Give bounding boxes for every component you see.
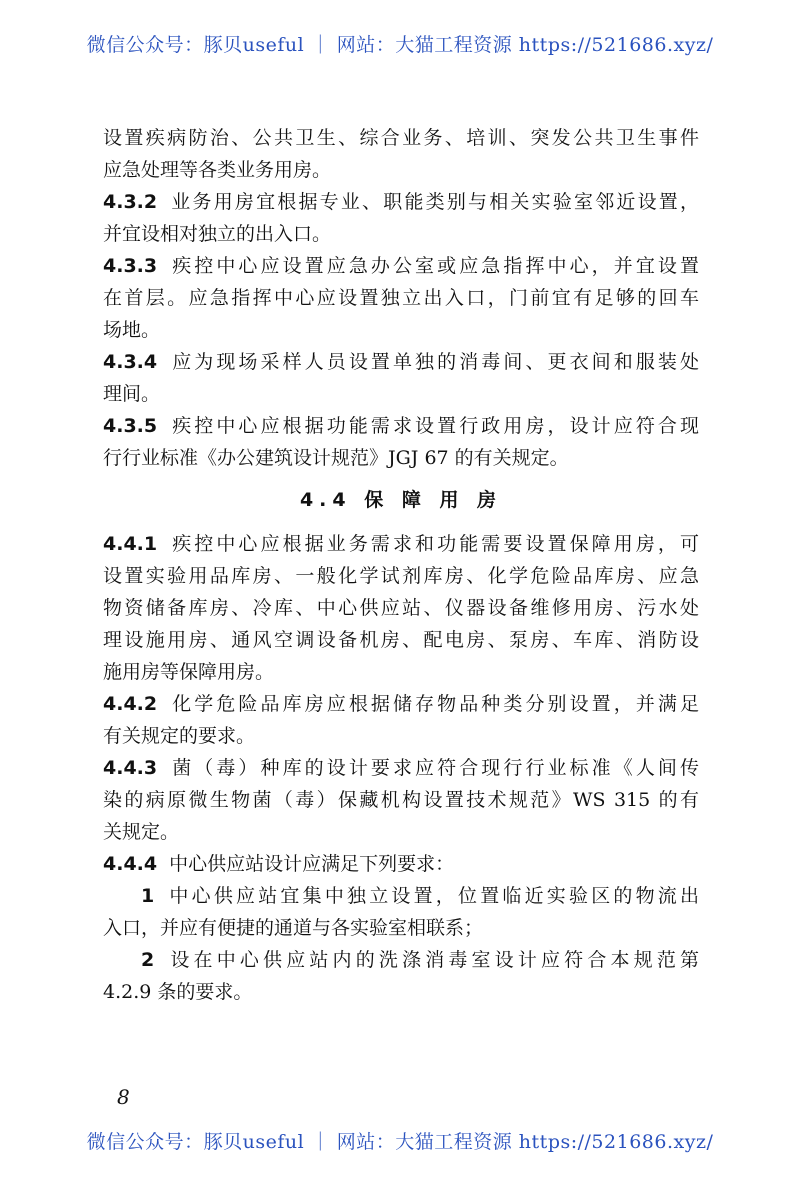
text-line: 并宜设相对独立的出入口。	[103, 223, 332, 245]
document-body	[103, 122, 699, 1008]
text-line: 理设施用房、通风空调设备机房、配电房、泵房、车库、消防设	[103, 629, 699, 651]
item-number: 2	[141, 949, 155, 971]
clause-text: 应为现场采样人员设置单独的消毒间、更衣间和服装处	[169, 351, 699, 373]
text-line: 入口，并应有便捷的通道与各实验室相联系；	[103, 917, 484, 939]
section-heading: 4.4 保 障 用 房	[299, 489, 503, 511]
clause-number: 4.3.4	[103, 351, 158, 373]
clause-4-4-1	[103, 528, 699, 560]
clause-number: 4.4.4	[103, 853, 158, 875]
text-line: 4.2.9 条的要求。	[103, 981, 253, 1003]
clause-number: 4.3.2	[103, 191, 158, 213]
item-text: 设在中心供应站内的洗涤消毒室设计应符合本规范第	[166, 949, 699, 971]
text-line: 应急处理等各类业务用房。	[103, 159, 332, 181]
text-line: 行行业标准《办公建筑设计规范》JGJ 67 的有关规定。	[103, 447, 569, 469]
clause-4-4-3	[103, 752, 699, 784]
clause-text: 化学危险品库房应根据储存物品种类分别设置，并满足	[169, 693, 699, 715]
clause-4-4-2	[103, 688, 699, 720]
text-line: 施用房等保障用房。	[103, 661, 275, 683]
watermark-top: 微信公众号：豚贝useful ｜ 网站：大猫工程资源 https://521686.xyz/	[86, 34, 714, 56]
clause-number: 4.3.3	[103, 255, 158, 277]
text-line: 关规定。	[103, 821, 180, 843]
clause-text: 疾控中心应根据业务需求和功能需要设置保障用房，可	[169, 533, 699, 555]
page-number: 8	[117, 1085, 130, 1109]
clause-4-4-4	[103, 848, 699, 880]
list-item-2	[103, 944, 699, 976]
item-number: 1	[141, 885, 155, 907]
clause-number: 4.4.2	[103, 693, 158, 715]
text-line: 理间。	[103, 383, 161, 405]
text-line: 染的病原微生物菌（毒）保藏机构设置技术规范》WS 315 的有	[103, 789, 699, 811]
list-item-1	[103, 880, 699, 912]
clause-number: 4.4.1	[103, 533, 158, 555]
item-text: 中心供应站宜集中独立设置，位置临近实验区的物流出	[166, 885, 699, 907]
text-line: 场地。	[103, 319, 161, 341]
clause-4-3-4	[103, 346, 699, 378]
clause-4-3-5	[103, 410, 699, 442]
clause-text: 菌（毒）种库的设计要求应符合现行行业标准《人间传	[169, 757, 699, 779]
clause-4-3-2	[103, 186, 699, 218]
clause-text: 疾控中心应设置应急办公室或应急指挥中心，并宜设置	[169, 255, 699, 277]
clause-number: 4.3.5	[103, 415, 158, 437]
clause-text: 业务用房宜根据专业、职能类别与相关实验室邻近设置，	[169, 191, 699, 213]
clause-text: 疾控中心应根据功能需求设置行政用房，设计应符合现	[169, 415, 699, 437]
text-line: 有关规定的要求。	[103, 725, 256, 747]
text-line: 物资储备库房、冷库、中心供应站、仪器设备维修用房、污水处	[103, 597, 699, 619]
text-line: 在首层。应急指挥中心应设置独立出入口，门前宜有足够的回车	[103, 287, 699, 309]
watermark-bottom: 微信公众号：豚贝useful ｜ 网站：大猫工程资源 https://521686.xyz/	[86, 1131, 714, 1153]
text-line: 设置实验用品库房、一般化学试剂库房、化学危险品库房、应急	[103, 565, 699, 587]
clause-number: 4.4.3	[103, 757, 158, 779]
text-line: 设置疾病防治、公共卫生、综合业务、培训、突发公共卫生事件	[103, 127, 699, 149]
clause-text: 中心供应站设计应满足下列要求：	[169, 853, 455, 875]
clause-4-3-3	[103, 250, 699, 282]
